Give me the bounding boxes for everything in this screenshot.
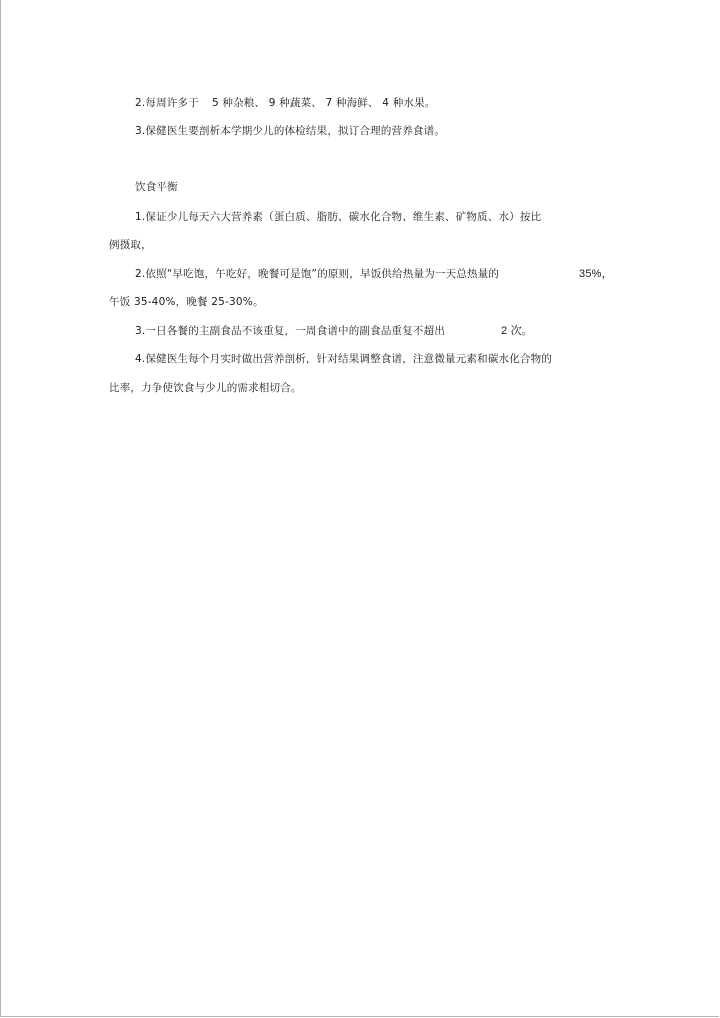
- balance-item-4-line1: 4.保健医生每个月实时做出营养剖析，针对结果调整食谱，注意微量元素和碳水化合物的: [135, 353, 553, 365]
- balance-item-4-line2: 比率，力争使饮食与少儿的需求相切合。: [109, 382, 302, 394]
- balance-item-2-line2: 午饭 35-40%，晚餐 25-30%。: [109, 296, 264, 308]
- balance-item-3-text: 3.一日各餐的主副食品不该重复，一周食谱中的副食品重复不超出: [135, 325, 446, 337]
- balance-item-2-percentage: 35%，: [579, 268, 613, 280]
- list-item-3: 3.保健医生要剖析本学期少儿的体检结果，拟订合理的营养食谱。: [135, 125, 446, 137]
- section-heading: 饮食平衡: [135, 181, 178, 193]
- balance-item-3-times: 2 次。: [501, 325, 533, 337]
- balance-item-1-line2: 例摄取，: [109, 239, 152, 251]
- list-item-2-rest: 5 种杂粮、 9 种蔬菜、 7 种海鲜、 4 种水果。: [212, 97, 436, 109]
- list-item-2-prefix: 2.每周许多于: [135, 97, 199, 109]
- balance-item-2-line1: 2.依照“早吃饱，午吃好，晚餐可是饱”的原则，早饭供给热量为一天总热量的: [135, 268, 500, 280]
- balance-item-1-line1: 1.保证少儿每天六大营养素（蛋白质、脂肪、碳水化合物、维生素、矿物质、水）按比: [135, 211, 542, 223]
- list-item-2: [135, 96, 436, 110]
